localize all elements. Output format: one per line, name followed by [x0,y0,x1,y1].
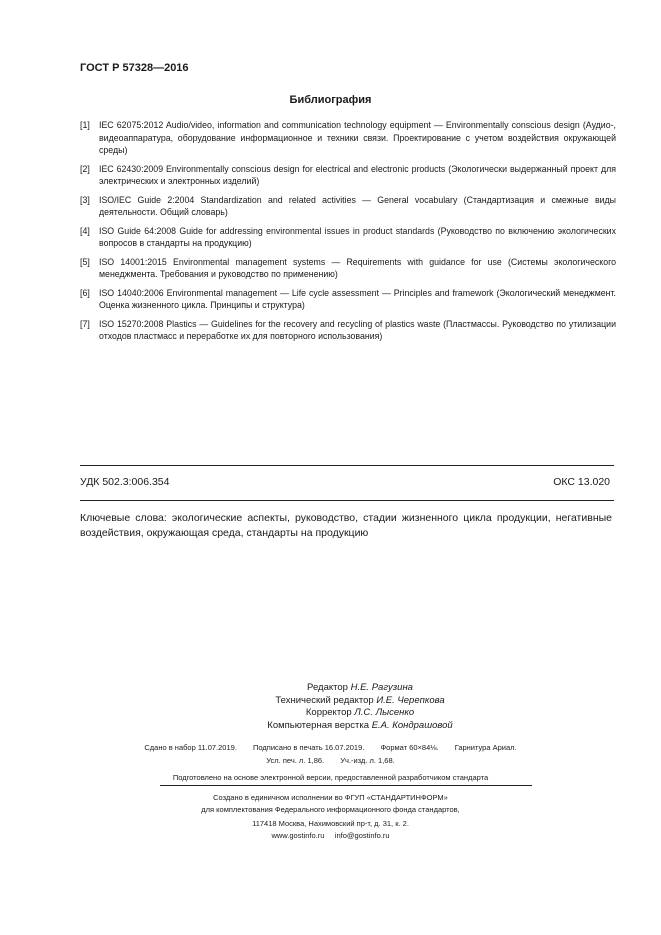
print-sheets: Усл. печ. л. 1,86. [266,756,325,765]
publisher-address [0,818,661,841]
entry-number: [1] [80,120,90,130]
entry-number: [3] [80,194,90,205]
publishing-line-1 [0,741,661,754]
prepared-note: Подготовлено на основе электронной версии, предоставленной разработчиком стандарта [172,773,489,782]
entry-number: [7] [80,318,90,329]
issued-line-2: для комплектования Федерального информационного фонда стандартов, [201,805,460,814]
bibliography-entry [80,225,616,250]
entry-number: [4] [80,225,90,236]
issued-note [0,792,661,816]
publishing-sheets: Уч.-изд. л. 1,68. [340,756,395,765]
layout-name: Е.А. Кондрашовой [371,719,453,731]
editorial-staff [200,682,520,732]
oks-code: ОКС 13.020 [553,476,610,488]
editor-line [200,682,520,695]
layout-label: Компьютерная верстка [267,719,370,731]
paper-format: Формат 60×84⅛. [380,743,439,752]
issued-line-1: Создано в единичном исполнении во ФГУП «СТАНДАРТИНФОРМ» [213,793,448,802]
divider-prepared [160,785,532,786]
corrector-line [200,707,520,720]
corrector-label: Корректор [305,707,352,718]
entry-number: [6] [80,287,90,298]
bibliography-list [80,119,616,349]
bibliography-entry [80,256,616,281]
entry-text: ISO 14001:2015 Environmental management systems — Requirements with guidance for use (Системы экологического менеджмента. Требования и руководство по применению) [99,256,616,279]
bibliography-entry [80,287,616,312]
bibliography-entry [80,318,616,343]
signed-for-print: Подписано в печать 16.07.2019. [253,743,365,752]
divider-top [80,465,614,466]
bibliography-entry [80,119,616,157]
keywords-paragraph: Ключевые слова: экологические аспекты, руководство, стадии жизненного цикла продукции, негативные воздействия, окружающая среда, стандарты на продукцию [80,512,612,539]
entry-text: IEC 62430:2009 Environmentally conscious design for electrical and electronic products (Экологически выдержанный проект для электрических и электронных изделий) [99,163,616,186]
bibliography-entry [80,163,616,188]
editor-name: Н.Е. Рагузина [350,682,413,693]
website-email: www.gostinfo.ru info@gostinfo.ru [271,830,390,840]
entry-number: [5] [80,256,90,267]
entry-number: [2] [80,163,90,174]
bibliography-entry [80,194,616,219]
entry-text: IEC 62075:2012 Audio/video, information and communication technology equipment — Environmentally conscious design (Аудио-, видеоаппаратура, оборудование информационное и техники связи. Проектирование с учетом воздействия окружающей среды) [99,120,616,155]
publishing-details [0,741,661,767]
address-line-1: 117418 Москва, Нахимовский пр-т, д. 31, к. 2. [252,819,409,828]
layout-line [200,720,520,733]
tech-editor-label: Технический редактор [275,694,374,706]
document-code: ГОСТ Р 57328—2016 [80,62,189,74]
udk-code: УДК 502.3:006.354 [80,476,170,488]
tech-editor-line [200,695,520,708]
sent-to-set: Сдано в набор 11.07.2019. [144,743,237,752]
editor-label: Редактор [307,682,348,693]
typeface: Гарнитура Ариал. [454,743,517,752]
corrector-name: Л.С. Лысенко [354,707,415,718]
entry-text: ISO/IEC Guide 2:2004 Standardization and related activities — General vocabulary (Стандартизация и смежные виды деятельности. Общий словарь) [99,194,616,217]
entry-text: ISO 14040:2006 Environmental management — Life cycle assessment — Principles and framework (Экологический менеджмент. Оценка жизненного цикла. Принципы и структура) [99,287,616,310]
divider-middle [80,500,614,501]
bibliography-title: Библиография [289,94,372,106]
entry-text: ISO 15270:2008 Plastics — Guidelines for the recovery and recycling of plastics waste (Пластмассы. Руководство по утилизации отходов пластмасс и переработке их для повторного использования) [99,318,616,341]
entry-text: ISO Guide 64:2008 Guide for addressing environmental issues in product standards (Руководство по включению экологических вопросов в стандарты на продукцию) [99,225,616,248]
publishing-line-2 [0,754,661,767]
tech-editor-name: И.Е. Черепкова [376,694,445,706]
